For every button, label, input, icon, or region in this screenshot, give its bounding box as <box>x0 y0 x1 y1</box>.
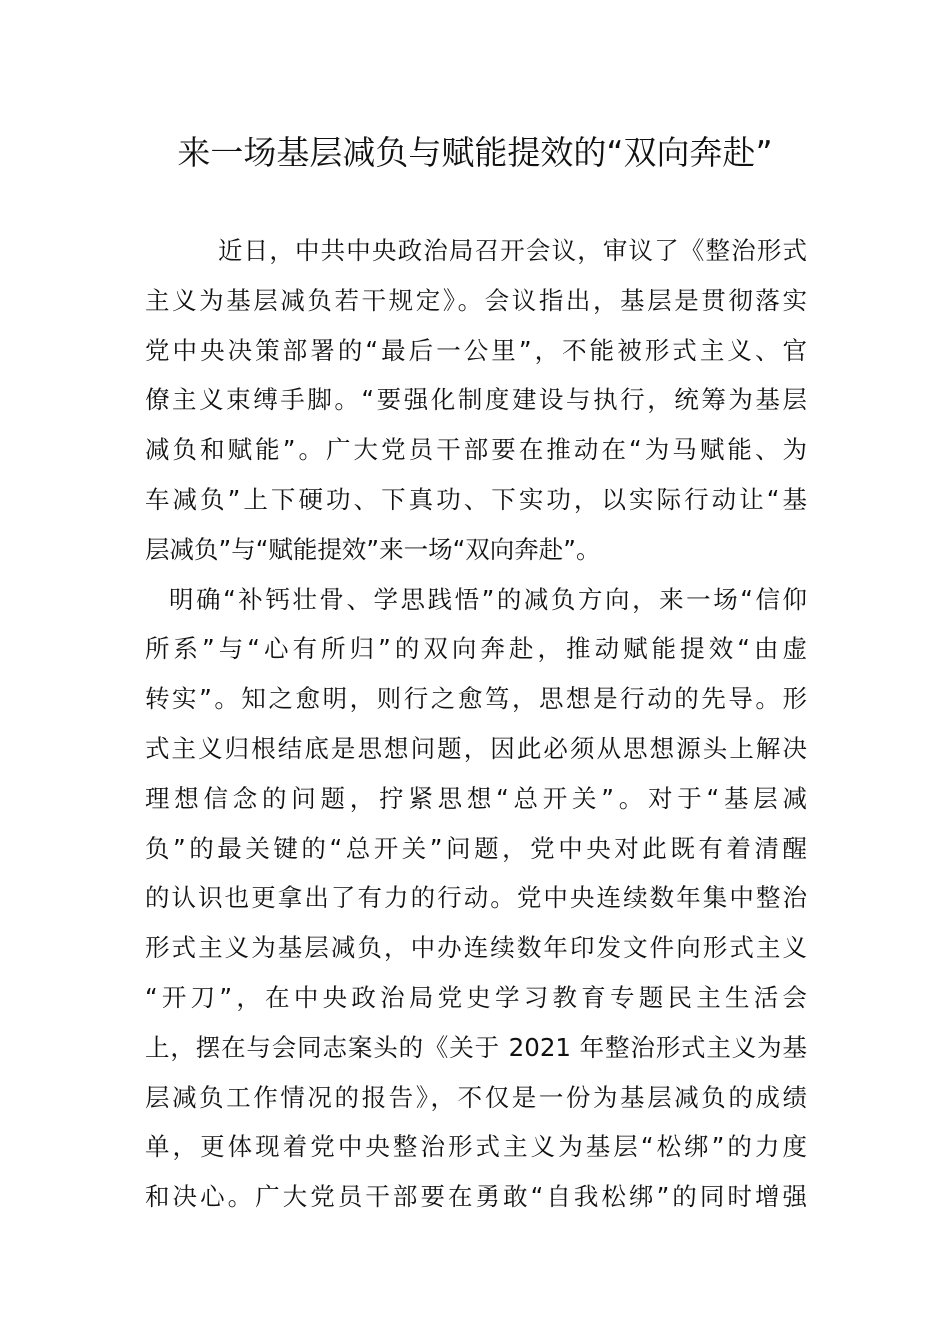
paragraph-2-line: 式主义归根结底是思想问题，因此必须从思想源头上解决 <box>145 733 807 763</box>
paragraph-2-line: 明确“补钙壮骨、学思践悟”的减负方向，来一场“信仰 <box>169 584 807 614</box>
paragraph-1-line: 减负和赋能”。广大党员干部要在推动在“为马赋能、为 <box>145 435 807 465</box>
paragraph-1-line: 层减负”与“赋能提效”来一场“双向奔赴”。 <box>145 534 601 564</box>
paragraph-1-line: 车减负”上下硬功、下真功、下实功，以实际行动让“基 <box>145 484 807 514</box>
paragraph-2-line: 所系”与“心有所归”的双向奔赴，推动赋能提效“由虚 <box>145 634 807 664</box>
paragraph-2-line: “开刀”，在中央政治局党史学习教育专题民主生活会 <box>145 982 807 1012</box>
paragraph-2-line: 和决心。广大党员干部要在勇敢“自我松绑”的同时增强 <box>145 1182 807 1212</box>
document-title: 来一场基层减负与赋能提效的“双向奔赴” <box>177 133 773 172</box>
document-body <box>145 226 807 1222</box>
paragraph-1-line: 党中央决策部署的“最后一公里”，不能被形式主义、官 <box>145 335 807 365</box>
paragraph-2-line: 形式主义为基层减负，中办连续数年印发文件向形式主义 <box>145 933 807 963</box>
paragraph-1-line: 僚主义束缚手脚。“要强化制度建设与执行，统筹为基层 <box>145 385 807 415</box>
paragraph-2-line: 转实”。知之愈明，则行之愈笃，思想是行动的先导。形 <box>145 684 807 714</box>
paragraph-2-line: 层减负工作情况的报告》，不仅是一份为基层减负的成绩 <box>145 1082 807 1112</box>
paragraph-2-line: 的认识也更拿出了有力的行动。党中央连续数年集中整治 <box>145 883 807 913</box>
paragraph-1-line: 主义为基层减负若干规定》。会议指出，基层是贯彻落实 <box>145 285 807 315</box>
paragraph-2-line: 理想信念的问题，拧紧思想“总开关”。对于“基层减 <box>145 783 807 813</box>
paragraph-2-line: 上，摆在与会同志案头的《关于 2021 年整治形式主义为基 <box>145 1032 807 1062</box>
paragraph-1-line: 近日，中共中央政治局召开会议，审议了《整治形式 <box>218 236 807 265</box>
paragraph-2-line: 负”的最关键的“总开关”问题，党中央对此既有着清醒 <box>145 833 807 863</box>
paragraph-2-line: 单，更体现着党中央整治形式主义为基层“松绑”的力度 <box>145 1132 807 1162</box>
